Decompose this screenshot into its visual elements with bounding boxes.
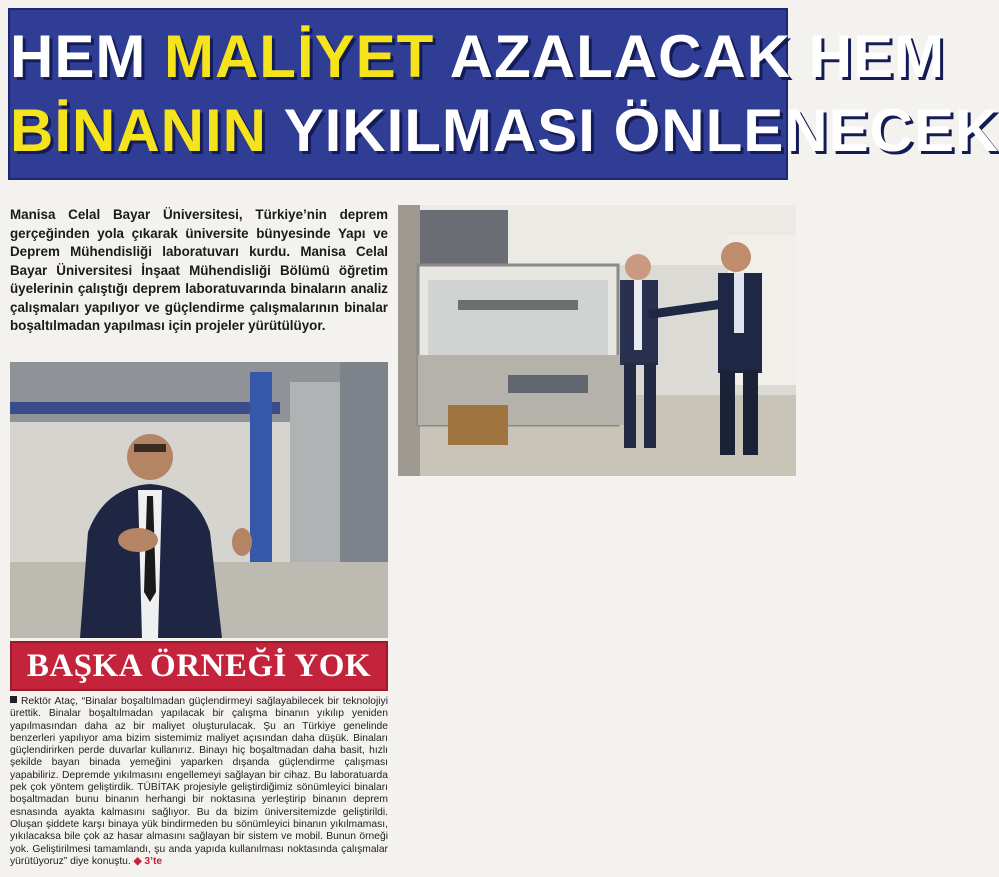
headline-banner bbox=[8, 8, 999, 180]
lead-paragraph: Manisa Celal Bayar Üniversitesi, Türkiye’nin deprem gerçeğinden yola çıkarak üniversite bünyesinde Yapı ve Deprem Mühendisliği laboratuvarı kurdu. Manisa Celal Bayar Üniversitesi İnşaat Mühendisliği Bölümü öğretim üyelerinin çalıştığı deprem laboratuvarında binaların analiz çalışmaları yapılıyor ve güçlendirme çalışmalarının binalar boşaltılmadan yapılması için projeler yürütülüyor. bbox=[10, 207, 388, 333]
laboratory-photo bbox=[398, 205, 796, 476]
body-paragraph bbox=[10, 696, 388, 868]
headline-highlight-2: BİNANIN bbox=[10, 97, 267, 164]
headline-highlight-1: MALİYET bbox=[164, 23, 435, 90]
headline-line-2 bbox=[10, 94, 999, 168]
headline-text-1a: HEM bbox=[10, 23, 164, 90]
page-reference: ◆ 3’te bbox=[133, 855, 163, 867]
rector-photo bbox=[10, 362, 388, 638]
square-bullet-icon bbox=[10, 696, 17, 703]
subheading-banner bbox=[10, 641, 388, 691]
subheading-text: BAŞKA ÖRNEĞİ YOK bbox=[26, 647, 372, 684]
headline-text-2b: YIKILMASI ÖNLENECEK bbox=[267, 97, 999, 164]
headline-text-1c: AZALACAK HEM bbox=[434, 23, 946, 90]
headline-line-1 bbox=[10, 20, 946, 94]
body-text: Rektör Ataç, “Binalar boşaltılmadan güçlendirmeyi sağlayabilecek bir teknolojiyi ürettik. Binalar boşaltılmadan yapılacak bir çalışma binanın yıkılıp yeniden yapılmasından daha az bir maliyet oluşturulacak. Şu an Türkiye genelinde benzerleri yapılıyor ama bizim sistemimiz maliyet açısından daha düşük. Binaları güçlendirirken perde duvarlar kullanırız. Binayı hiç boşaltmadan daha basit, hızlı şekilde bayan binada yemeğini yaparken dışanda güçlendirme çalışması yapabiliriz. Depremde yıkılmasını engellemeyi sağlayan bir cihaz. Bu laboratuarda pek çok yöntem geliştirdik. TÜBİTAK projesiyle geliştirdiğimiz sönümleyici binaları boşaltmadan bunu binanın herhangi bir noktasına yerleştirip binanın deprem esnasında ayakta kalmasını sağlıyor. Bu da bizim üniversitemizde geliştirildi. Oluşan şiddete karşı binaya yük bindirmeden bu sönümleyici binanın yıkılmaması, yıkılacaksa bile çok az hasar almasını sağlayan bir sistem ve mobil. Bunun örneği yok. Geliştirilmesi tamamlandı, şu anda yapıda kullanılması noktasında çalışmalar yürütüyoruz” diye konuştu. bbox=[10, 696, 388, 867]
